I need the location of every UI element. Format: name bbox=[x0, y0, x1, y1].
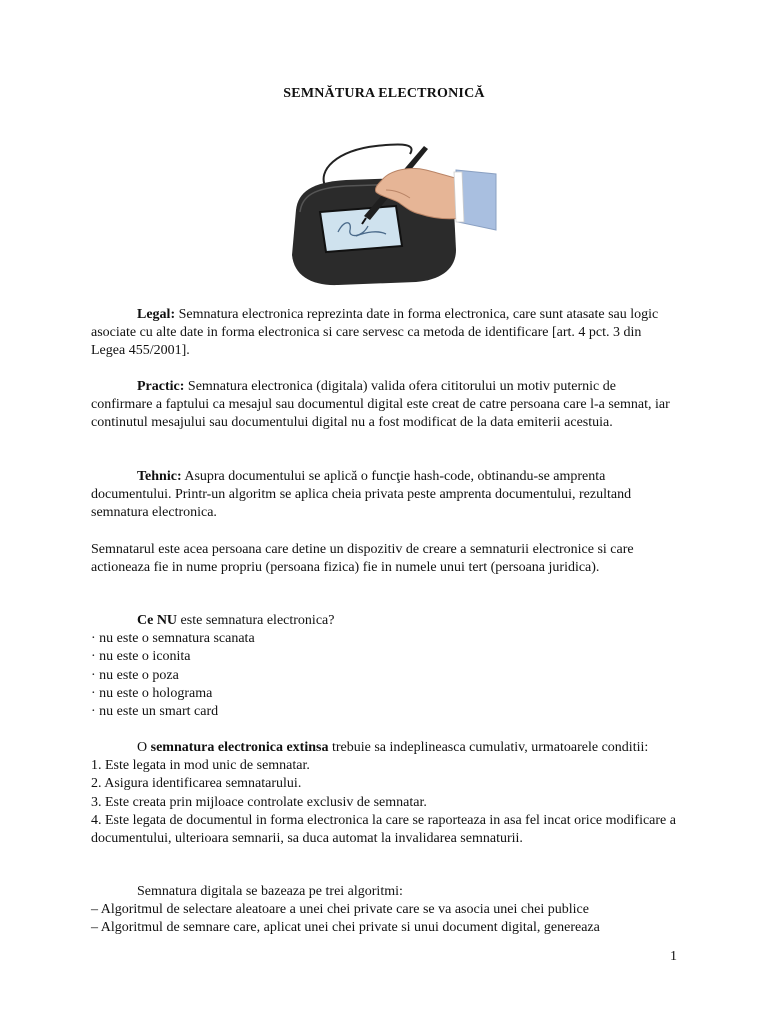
algoritmi-intro: Semnatura digitala se bazeaza pe trei algoritmi: bbox=[137, 884, 403, 899]
practic-text: Semnatura electronica (digitala) valida ofera cititorului un motiv puternic de confirmare a faptului ca mesajul sau documentul digital este creat de catre persoana care l-a semnat, iar continutul mesajului sau documentului digital nu a fost modificat de la data emiterii acestuia. bbox=[91, 379, 670, 431]
extinsa-text: trebuie sa indeplineasca cumulativ, urmatoarele conditii: bbox=[328, 740, 649, 755]
list-item: – Algoritmul de selectare aleatoare a unei chei private care se va asocia unei chei publice bbox=[91, 902, 589, 918]
tehnic-label: Tehnic: bbox=[137, 469, 182, 484]
list-item: · nu este o poza bbox=[91, 667, 179, 683]
semnatarul-paragraph: Semnatarul este acea persoana care detine un dispozitiv de creare a semnaturii electronice si care actioneaza fie in nume propriu (persoana fizica) fie in numele unui tert (persoana juridica). bbox=[91, 542, 634, 576]
page-number: 1 bbox=[670, 949, 677, 964]
legal-paragraph bbox=[91, 306, 676, 361]
ce-nu-text: este semnatura electronica? bbox=[177, 613, 335, 628]
list-item: · nu este o holograma bbox=[91, 685, 213, 701]
legal-text: Semnatura electronica reprezinta date in forma electronica, care sunt atasate sau logic asociate cu alte date in forma electronica si care servesc ca metoda de identificare [art. 4 pct. 3 din Legea 455/2001]. bbox=[91, 307, 659, 359]
practic-paragraph bbox=[91, 378, 676, 433]
extinsa-section bbox=[91, 739, 676, 848]
list-item: · nu este un smart card bbox=[91, 704, 219, 720]
signature-pad-image bbox=[286, 140, 498, 290]
algoritmi-section bbox=[91, 883, 676, 938]
list-item: · nu este o semnatura scanata bbox=[91, 631, 255, 647]
tehnic-text: Asupra documentului se aplică o funcţie hash-code, obtinandu-se amprenta documentului. Printr-un algoritm se aplica cheia privata peste amprenta documentului, rezultand semnatura electronica. bbox=[91, 469, 632, 521]
list-item: 4. Este legata de documentul in forma electronica la care se raporteaza in asa fel incat orice modificare a documentului, ulterioara semnarii, sa duca automat la invalidarea semnaturii. bbox=[91, 812, 676, 847]
document-title: SEMNĂTURA ELECTRONICĂ bbox=[283, 86, 485, 101]
practic-label: Practic: bbox=[137, 379, 185, 394]
ce-nu-section bbox=[91, 612, 676, 721]
list-item: 1. Este legata in mod unic de semnatar. bbox=[91, 758, 310, 774]
ce-nu-heading bbox=[91, 612, 676, 630]
tehnic-paragraph bbox=[91, 468, 676, 523]
list-item: – Algoritmul de semnare care, aplicat unei chei private si unui document digital, genereaza bbox=[91, 920, 600, 936]
extinsa-heading bbox=[91, 739, 676, 757]
extinsa-prefix: O bbox=[137, 740, 151, 755]
extinsa-bold: semnatura electronica extinsa bbox=[150, 740, 329, 755]
ce-nu-label: Ce NU bbox=[137, 613, 178, 628]
list-item: · nu este o iconita bbox=[91, 649, 191, 665]
list-item: 2. Asigura identificarea semnatarului. bbox=[91, 776, 302, 792]
legal-label: Legal: bbox=[137, 307, 176, 322]
list-item: 3. Este creata prin mijloace controlate exclusiv de semnatar. bbox=[91, 794, 427, 810]
